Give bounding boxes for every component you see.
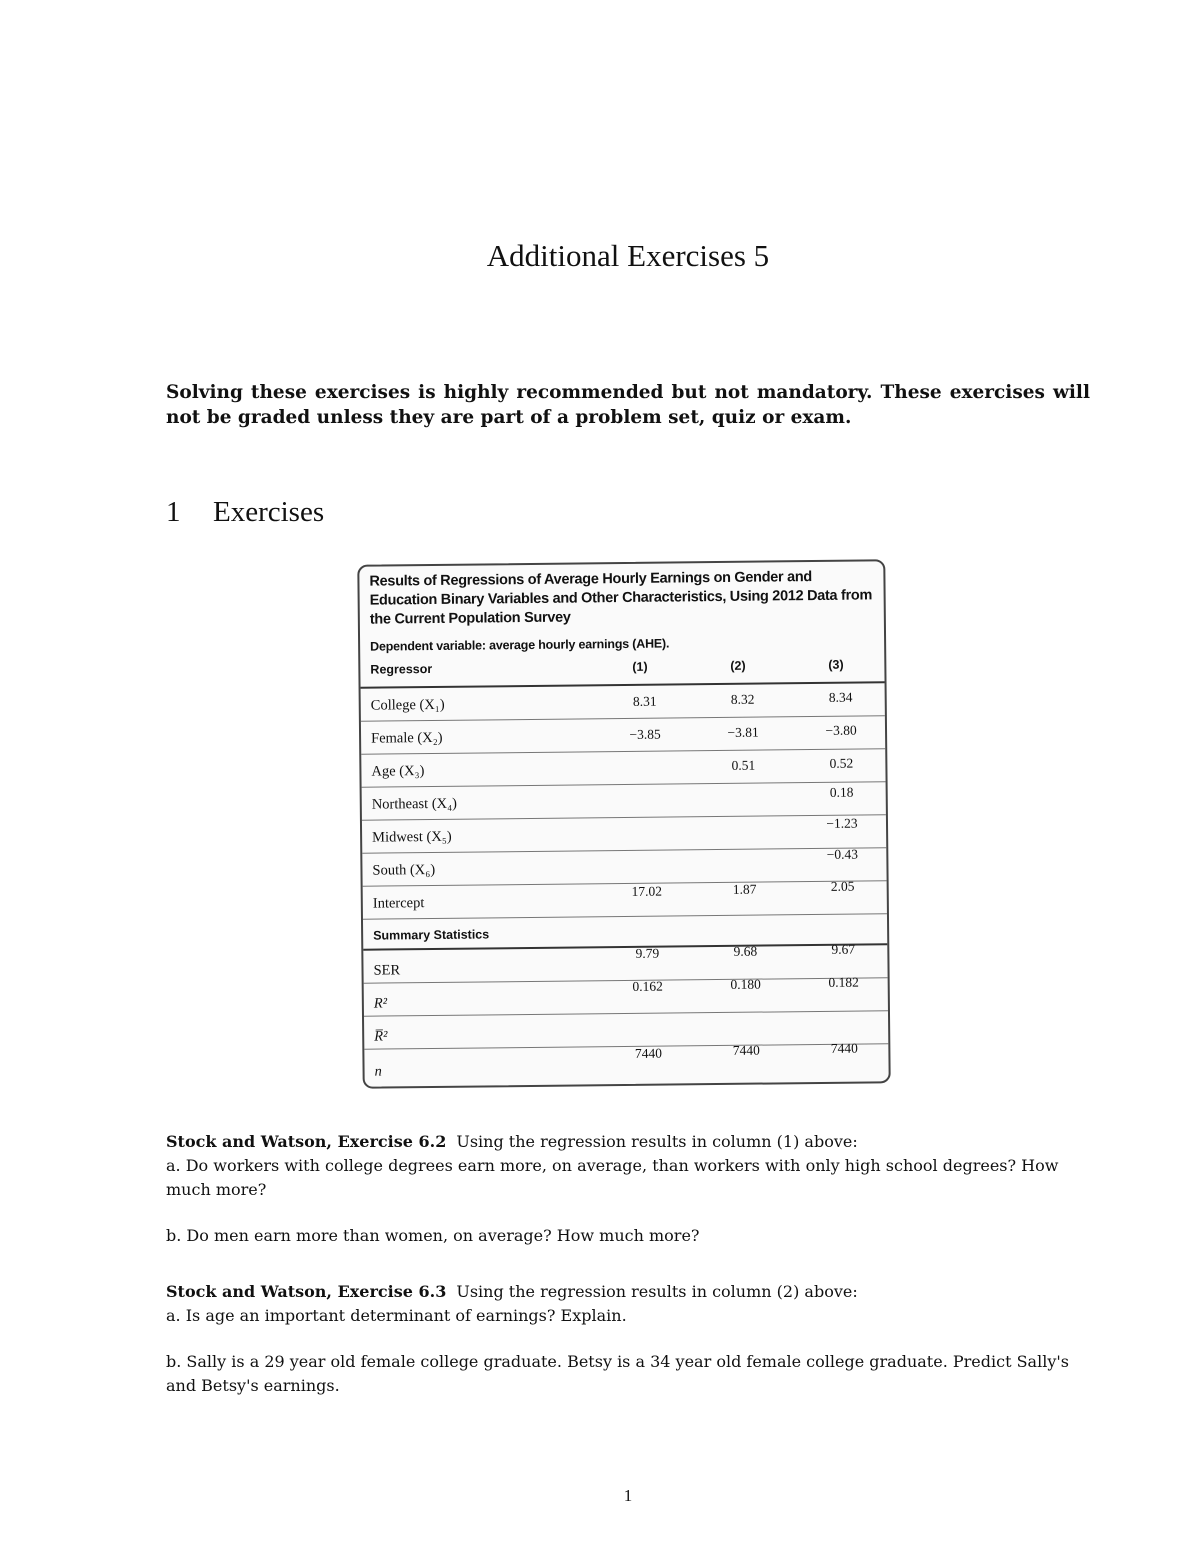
row-label: Intercept bbox=[372, 895, 425, 912]
cell-col-2 bbox=[716, 1012, 776, 1013]
cell-col-2 bbox=[714, 819, 774, 820]
cell-col-2 bbox=[714, 788, 774, 789]
cell-col-2: 9.68 bbox=[733, 943, 758, 959]
cell-col-3: 0.18 bbox=[829, 784, 854, 800]
cell-col-1: 8.31 bbox=[632, 693, 657, 709]
header-col-3: (3) bbox=[828, 657, 844, 672]
cell-col-2: 0.180 bbox=[730, 976, 761, 992]
cell-col-1 bbox=[618, 1013, 678, 1014]
cell-col-1 bbox=[616, 852, 676, 853]
header-regressor: Regressor bbox=[370, 662, 433, 677]
exercise-6-2 bbox=[166, 1130, 1090, 1248]
cell-col-3: 0.52 bbox=[829, 755, 854, 771]
page-title: Additional Exercises 5 bbox=[486, 238, 770, 273]
exercise-part-a: a. Is age an important determinant of earnings? Explain. bbox=[166, 1306, 627, 1325]
cell-col-1 bbox=[616, 790, 676, 791]
cell-col-3: 9.67 bbox=[831, 941, 856, 957]
cell-col-3: 7440 bbox=[830, 1040, 858, 1056]
header-col-1: (1) bbox=[632, 659, 648, 674]
cell-col-3: −1.23 bbox=[826, 815, 858, 831]
cell-col-1: 0.162 bbox=[632, 978, 663, 994]
header-col-2: (2) bbox=[730, 658, 746, 673]
cell-col-2: −3.81 bbox=[727, 724, 759, 740]
exercise-6-3 bbox=[166, 1280, 1090, 1398]
cell-col-3: 8.34 bbox=[828, 689, 853, 705]
cell-col-1: 7440 bbox=[634, 1045, 662, 1061]
cell-col-1: −3.85 bbox=[629, 726, 661, 742]
summary-statistics-label: Summary Statistics bbox=[373, 927, 490, 943]
cell-col-1 bbox=[615, 759, 675, 760]
cell-col-1 bbox=[616, 821, 676, 822]
section-heading bbox=[166, 496, 324, 529]
exercise-heading: Stock and Watson, Exercise 6.2 bbox=[166, 1132, 447, 1151]
cell-col-1: 9.79 bbox=[635, 945, 660, 961]
row-label: College (X₁) bbox=[370, 696, 445, 714]
cell-col-2: 8.32 bbox=[730, 691, 755, 707]
exercise-heading: Stock and Watson, Exercise 6.3 bbox=[166, 1282, 447, 1301]
dependent-variable-label: Dependent variable: average hourly earnings (AHE). bbox=[370, 636, 670, 654]
row-label: Female (X₂) bbox=[371, 729, 443, 747]
exercise-intro: Using the regression results in column (1) above: bbox=[456, 1132, 858, 1151]
row-label: Age (X₃) bbox=[371, 763, 425, 780]
row-label: Northeast (X₄) bbox=[371, 795, 458, 813]
page-number: 1 bbox=[623, 1486, 633, 1505]
row-label: R² bbox=[373, 995, 388, 1012]
cell-col-3: −3.80 bbox=[825, 722, 857, 738]
cell-col-2: 1.87 bbox=[732, 881, 757, 897]
cell-col-3: 0.182 bbox=[828, 974, 859, 990]
cell-col-1: 17.02 bbox=[631, 883, 662, 899]
regression-table bbox=[357, 559, 890, 1089]
exercise-intro: Using the regression results in column (2) above: bbox=[456, 1282, 858, 1301]
instructions-note: Solving these exercises is highly recommended but not mandatory. These exercises will not be graded unless they are part of a problem set, quiz or exam. bbox=[166, 382, 1090, 428]
cell-col-2 bbox=[714, 850, 774, 851]
table-row bbox=[364, 1040, 888, 1081]
exercise-part-b: b. Sally is a 29 year old female college graduate. Betsy is a 34 year old female college graduate. Predict Sally's and Betsy's earnings. bbox=[166, 1352, 1069, 1395]
row-label: South (X₆) bbox=[372, 861, 436, 879]
cell-col-3: −0.43 bbox=[826, 846, 859, 862]
exercise-part-a: a. Do workers with college degrees earn more, on average, than workers with only high school degrees? How much more? bbox=[166, 1156, 1059, 1199]
cell-col-3: 2.05 bbox=[830, 878, 855, 894]
row-label: Midwest (X₅) bbox=[372, 828, 452, 846]
exercise-part-b: b. Do men earn more than women, on average? How much more? bbox=[166, 1226, 700, 1245]
row-label: n bbox=[374, 1063, 382, 1080]
cell-col-3 bbox=[814, 1011, 874, 1012]
section-title: Exercises bbox=[213, 496, 325, 528]
row-label: SER bbox=[373, 962, 401, 979]
cell-col-2: 0.51 bbox=[731, 757, 756, 773]
section-number: 1 bbox=[166, 496, 181, 528]
table-caption: Results of Regressions of Average Hourly Earnings on Gender and Education Binary Variables and Other Characteristics, Using 2012 Data from the Current Population Survey bbox=[369, 569, 873, 628]
cell-col-2: 7440 bbox=[732, 1042, 760, 1058]
row-label: R̅² bbox=[374, 1028, 388, 1045]
